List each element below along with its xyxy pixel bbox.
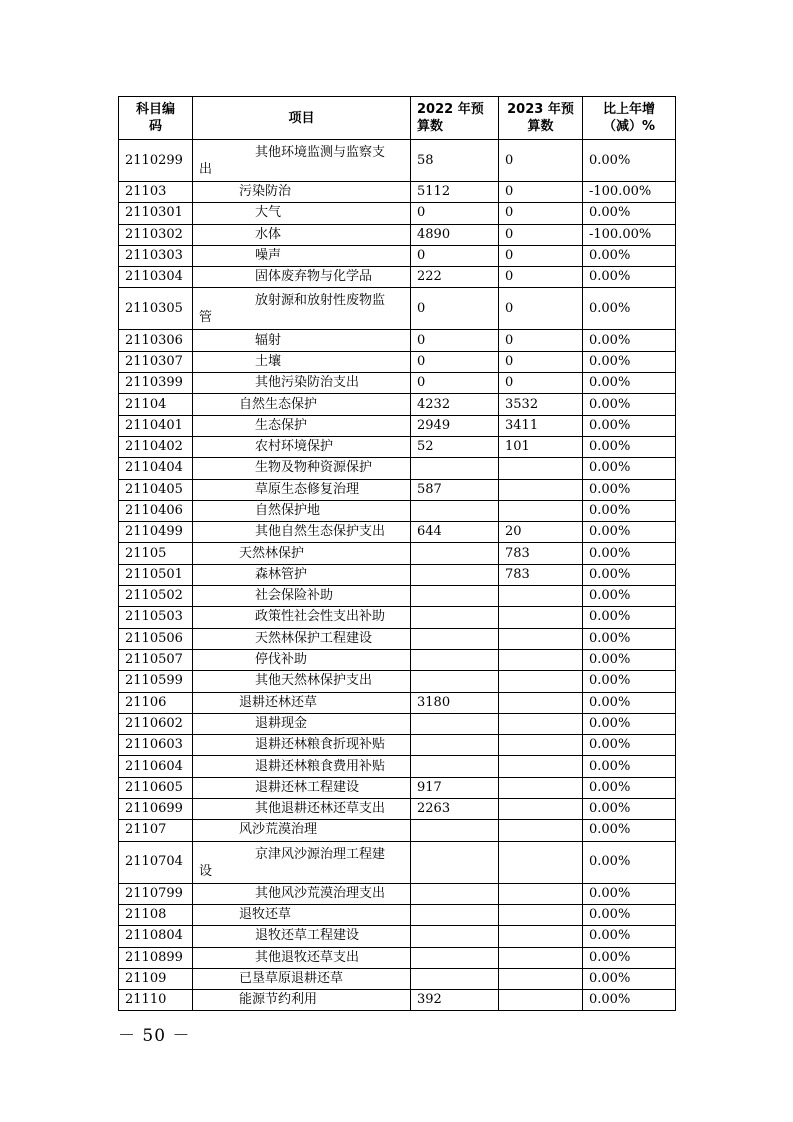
- item-cell: 能源节约利用: [193, 990, 411, 1011]
- table-row: [119, 140, 676, 182]
- table-row: [119, 500, 676, 521]
- code-cell: 2110404: [119, 458, 193, 479]
- budget-2022-cell: [411, 820, 499, 841]
- budget-2022-cell: [411, 671, 499, 692]
- budget-2023-cell: 3532: [499, 394, 583, 415]
- change-cell: 0.00%: [583, 543, 676, 564]
- table-row: [119, 692, 676, 713]
- item-cell: 已垦草原退耕还草: [193, 968, 411, 989]
- table-row: [119, 415, 676, 436]
- change-cell: 0.00%: [583, 904, 676, 925]
- table-row: [119, 586, 676, 607]
- budget-2023-cell: 0: [499, 267, 583, 288]
- code-cell: 2110402: [119, 436, 193, 457]
- item-cell: 土壤: [193, 351, 411, 372]
- change-cell: 0.00%: [583, 267, 676, 288]
- change-cell: 0.00%: [583, 777, 676, 798]
- budget-2023-cell: [499, 479, 583, 500]
- item-cell: 生态保护: [193, 415, 411, 436]
- budget-2023-cell: [499, 607, 583, 628]
- change-cell: 0.00%: [583, 990, 676, 1011]
- item-cell: 其他退耕还林还草支出: [193, 799, 411, 820]
- change-cell: -100.00%: [583, 182, 676, 203]
- item-cell: 退耕还林还草: [193, 692, 411, 713]
- table-row: [119, 458, 676, 479]
- code-cell: 21104: [119, 394, 193, 415]
- page-number: － 50 －: [118, 1026, 191, 1046]
- budget-2023-cell: [499, 777, 583, 798]
- code-cell: 2110605: [119, 777, 193, 798]
- code-cell: 2110301: [119, 203, 193, 224]
- budget-2023-cell: 0: [499, 224, 583, 245]
- budget-2022-cell: 58: [411, 140, 499, 182]
- table-row: [119, 968, 676, 989]
- change-cell: 0.00%: [583, 586, 676, 607]
- code-cell: 21108: [119, 904, 193, 925]
- budget-2022-cell: [411, 904, 499, 925]
- item-cell: 森林管护: [193, 564, 411, 585]
- item-cell: 生物及物种资源保护: [193, 458, 411, 479]
- item-cell: 辐射: [193, 330, 411, 351]
- code-cell: 2110405: [119, 479, 193, 500]
- change-cell: 0.00%: [583, 820, 676, 841]
- budget-2023-cell: [499, 756, 583, 777]
- table-row: [119, 182, 676, 203]
- budget-2023-cell: [499, 671, 583, 692]
- table-row: [119, 436, 676, 457]
- budget-2023-cell: 0: [499, 140, 583, 182]
- code-cell: 2110502: [119, 586, 193, 607]
- change-cell: 0.00%: [583, 373, 676, 394]
- code-cell: 2110399: [119, 373, 193, 394]
- item-text-line2: 管: [199, 310, 213, 326]
- header-code: 科目编 码: [119, 97, 193, 140]
- code-cell: 2110899: [119, 947, 193, 968]
- table-row: [119, 564, 676, 585]
- change-cell: 0.00%: [583, 394, 676, 415]
- budget-2023-cell: [499, 926, 583, 947]
- table-row: [119, 841, 676, 883]
- code-cell: 2110303: [119, 245, 193, 266]
- code-cell: 2110406: [119, 500, 193, 521]
- budget-2022-cell: 2263: [411, 799, 499, 820]
- header-item: 项目: [193, 97, 411, 140]
- budget-2022-cell: 392: [411, 990, 499, 1011]
- code-cell: 21109: [119, 968, 193, 989]
- budget-2023-cell: [499, 500, 583, 521]
- item-cell: 退耕还林粮食费用补贴: [193, 756, 411, 777]
- table-row: [119, 351, 676, 372]
- table-row: [119, 394, 676, 415]
- item-cell: 固体废弃物与化学品: [193, 267, 411, 288]
- change-cell: 0.00%: [583, 288, 676, 330]
- table-row: [119, 224, 676, 245]
- table-row: [119, 990, 676, 1011]
- item-cell: 停伐补助: [193, 649, 411, 670]
- budget-2022-cell: [411, 500, 499, 521]
- item-cell: 风沙荒漠治理: [193, 820, 411, 841]
- item-cell: 其他自然生态保护支出: [193, 522, 411, 543]
- change-cell: 0.00%: [583, 968, 676, 989]
- change-cell: 0.00%: [583, 883, 676, 904]
- budget-2023-cell: [499, 799, 583, 820]
- table-row: [119, 904, 676, 925]
- budget-2022-cell: 4890: [411, 224, 499, 245]
- budget-2023-cell: [499, 649, 583, 670]
- budget-2022-cell: 4232: [411, 394, 499, 415]
- code-cell: 2110799: [119, 883, 193, 904]
- budget-2022-cell: 0: [411, 373, 499, 394]
- item-cell: 其他污染防治支出: [193, 373, 411, 394]
- change-cell: 0.00%: [583, 947, 676, 968]
- change-cell: 0.00%: [583, 841, 676, 883]
- budget-2022-cell: 3180: [411, 692, 499, 713]
- table-row: [119, 713, 676, 734]
- code-cell: 2110503: [119, 607, 193, 628]
- budget-2023-cell: [499, 841, 583, 883]
- budget-2022-cell: [411, 947, 499, 968]
- change-cell: 0.00%: [583, 692, 676, 713]
- change-cell: 0.00%: [583, 756, 676, 777]
- budget-2022-cell: [411, 543, 499, 564]
- change-cell: 0.00%: [583, 245, 676, 266]
- budget-2022-cell: [411, 968, 499, 989]
- change-cell: 0.00%: [583, 735, 676, 756]
- table-row: [119, 926, 676, 947]
- budget-2023-cell: 101: [499, 436, 583, 457]
- code-cell: 21106: [119, 692, 193, 713]
- change-cell: 0.00%: [583, 458, 676, 479]
- code-cell: 2110506: [119, 628, 193, 649]
- change-cell: 0.00%: [583, 799, 676, 820]
- table-row: [119, 245, 676, 266]
- code-cell: 2110804: [119, 926, 193, 947]
- budget-2023-cell: 783: [499, 564, 583, 585]
- budget-2022-cell: [411, 586, 499, 607]
- item-cell: [193, 841, 411, 883]
- code-cell: 21105: [119, 543, 193, 564]
- header-change: 比上年增 （减）%: [583, 97, 676, 140]
- budget-2023-cell: 0: [499, 351, 583, 372]
- table-row: [119, 799, 676, 820]
- budget-2023-cell: [499, 883, 583, 904]
- header-2023: 2023 年预 算数: [499, 97, 583, 140]
- budget-2023-cell: 0: [499, 203, 583, 224]
- code-cell: 2110299: [119, 140, 193, 182]
- code-cell: 21110: [119, 990, 193, 1011]
- budget-2023-cell: 0: [499, 245, 583, 266]
- budget-2023-cell: [499, 904, 583, 925]
- change-cell: 0.00%: [583, 330, 676, 351]
- item-cell: 其他退牧还草支出: [193, 947, 411, 968]
- budget-2023-cell: 783: [499, 543, 583, 564]
- table-row: [119, 479, 676, 500]
- item-cell: 政策性社会性支出补助: [193, 607, 411, 628]
- change-cell: -100.00%: [583, 224, 676, 245]
- budget-2022-cell: [411, 841, 499, 883]
- item-text-line1: 放射源和放射性废物监: [255, 293, 386, 309]
- header-2022: 2022 年预 算数: [411, 97, 499, 140]
- table-row: [119, 373, 676, 394]
- table-row: [119, 735, 676, 756]
- budget-2022-cell: 0: [411, 330, 499, 351]
- item-text-line2: 设: [199, 863, 213, 879]
- code-cell: 2110599: [119, 671, 193, 692]
- budget-table: [118, 96, 676, 1011]
- budget-2023-cell: [499, 947, 583, 968]
- budget-2023-cell: 0: [499, 288, 583, 330]
- budget-2023-cell: [499, 820, 583, 841]
- budget-2022-cell: [411, 607, 499, 628]
- table-row: [119, 820, 676, 841]
- budget-2022-cell: [411, 649, 499, 670]
- budget-2022-cell: [411, 926, 499, 947]
- budget-2022-cell: 222: [411, 267, 499, 288]
- change-cell: 0.00%: [583, 564, 676, 585]
- table-row: [119, 628, 676, 649]
- budget-2022-cell: 0: [411, 351, 499, 372]
- table-row: [119, 288, 676, 330]
- code-cell: 21107: [119, 820, 193, 841]
- item-cell: 退耕现金: [193, 713, 411, 734]
- item-cell: 自然保护地: [193, 500, 411, 521]
- budget-2022-cell: [411, 458, 499, 479]
- item-cell: 退耕还林工程建设: [193, 777, 411, 798]
- code-cell: 2110699: [119, 799, 193, 820]
- budget-2022-cell: 5112: [411, 182, 499, 203]
- budget-2023-cell: 0: [499, 330, 583, 351]
- budget-2022-cell: [411, 628, 499, 649]
- code-cell: 2110304: [119, 267, 193, 288]
- item-cell: 退牧还草: [193, 904, 411, 925]
- change-cell: 0.00%: [583, 500, 676, 521]
- code-cell: 2110306: [119, 330, 193, 351]
- item-cell: 污染防治: [193, 182, 411, 203]
- budget-2023-cell: [499, 586, 583, 607]
- budget-2022-cell: 917: [411, 777, 499, 798]
- code-cell: 2110401: [119, 415, 193, 436]
- budget-2022-cell: [411, 713, 499, 734]
- table-row: [119, 777, 676, 798]
- change-cell: 0.00%: [583, 479, 676, 500]
- budget-2022-cell: 0: [411, 245, 499, 266]
- change-cell: 0.00%: [583, 628, 676, 649]
- code-cell: 2110302: [119, 224, 193, 245]
- item-cell: 水体: [193, 224, 411, 245]
- budget-2023-cell: 0: [499, 182, 583, 203]
- code-cell: 2110305: [119, 288, 193, 330]
- code-cell: 21103: [119, 182, 193, 203]
- item-cell: 农村环境保护: [193, 436, 411, 457]
- table-row: [119, 671, 676, 692]
- budget-2022-cell: [411, 564, 499, 585]
- budget-2022-cell: 587: [411, 479, 499, 500]
- item-cell: 天然林保护: [193, 543, 411, 564]
- budget-2023-cell: [499, 735, 583, 756]
- budget-2023-cell: [499, 692, 583, 713]
- item-text-line2: 出: [199, 162, 213, 177]
- code-cell: 2110507: [119, 649, 193, 670]
- item-cell: 大气: [193, 203, 411, 224]
- budget-2023-cell: [499, 713, 583, 734]
- budget-2022-cell: [411, 756, 499, 777]
- table-row: [119, 947, 676, 968]
- budget-2023-cell: [499, 628, 583, 649]
- change-cell: 0.00%: [583, 140, 676, 182]
- table-row: [119, 883, 676, 904]
- table-row: [119, 522, 676, 543]
- change-cell: 0.00%: [583, 415, 676, 436]
- table-row: [119, 203, 676, 224]
- item-cell: 社会保险补助: [193, 586, 411, 607]
- budget-2023-cell: [499, 990, 583, 1011]
- budget-2022-cell: 52: [411, 436, 499, 457]
- change-cell: 0.00%: [583, 713, 676, 734]
- change-cell: 0.00%: [583, 351, 676, 372]
- budget-2022-cell: 644: [411, 522, 499, 543]
- change-cell: 0.00%: [583, 203, 676, 224]
- change-cell: 0.00%: [583, 522, 676, 543]
- table-row: [119, 649, 676, 670]
- code-cell: 2110602: [119, 713, 193, 734]
- change-cell: 0.00%: [583, 607, 676, 628]
- budget-2022-cell: 0: [411, 203, 499, 224]
- code-cell: 2110501: [119, 564, 193, 585]
- budget-2022-cell: [411, 883, 499, 904]
- table-row: [119, 543, 676, 564]
- item-cell: 其他天然林保护支出: [193, 671, 411, 692]
- change-cell: 0.00%: [583, 926, 676, 947]
- change-cell: 0.00%: [583, 671, 676, 692]
- code-cell: 2110704: [119, 841, 193, 883]
- item-cell: 天然林保护工程建设: [193, 628, 411, 649]
- item-cell: 退耕还林粮食折现补贴: [193, 735, 411, 756]
- code-cell: 2110307: [119, 351, 193, 372]
- item-cell: 草原生态修复治理: [193, 479, 411, 500]
- budget-2022-cell: 0: [411, 288, 499, 330]
- item-cell: [193, 288, 411, 330]
- item-cell: [193, 140, 411, 182]
- table-header-row: [119, 97, 676, 140]
- table-row: [119, 330, 676, 351]
- item-cell: 退牧还草工程建设: [193, 926, 411, 947]
- item-cell: 其他风沙荒漠治理支出: [193, 883, 411, 904]
- budget-2023-cell: 20: [499, 522, 583, 543]
- table-body: [119, 140, 676, 1011]
- budget-2022-cell: [411, 735, 499, 756]
- item-cell: 噪声: [193, 245, 411, 266]
- code-cell: 2110603: [119, 735, 193, 756]
- code-cell: 2110604: [119, 756, 193, 777]
- item-cell: 自然生态保护: [193, 394, 411, 415]
- budget-2023-cell: 3411: [499, 415, 583, 436]
- code-cell: 2110499: [119, 522, 193, 543]
- table-row: [119, 756, 676, 777]
- item-text-line1: 京津风沙源治理工程建: [255, 846, 386, 862]
- budget-2023-cell: [499, 458, 583, 479]
- budget-2023-cell: 0: [499, 373, 583, 394]
- change-cell: 0.00%: [583, 649, 676, 670]
- table-row: [119, 607, 676, 628]
- table-row: [119, 267, 676, 288]
- budget-2022-cell: 2949: [411, 415, 499, 436]
- budget-2023-cell: [499, 968, 583, 989]
- item-text-line1: 其他环境监测与监察支: [255, 145, 386, 160]
- change-cell: 0.00%: [583, 436, 676, 457]
